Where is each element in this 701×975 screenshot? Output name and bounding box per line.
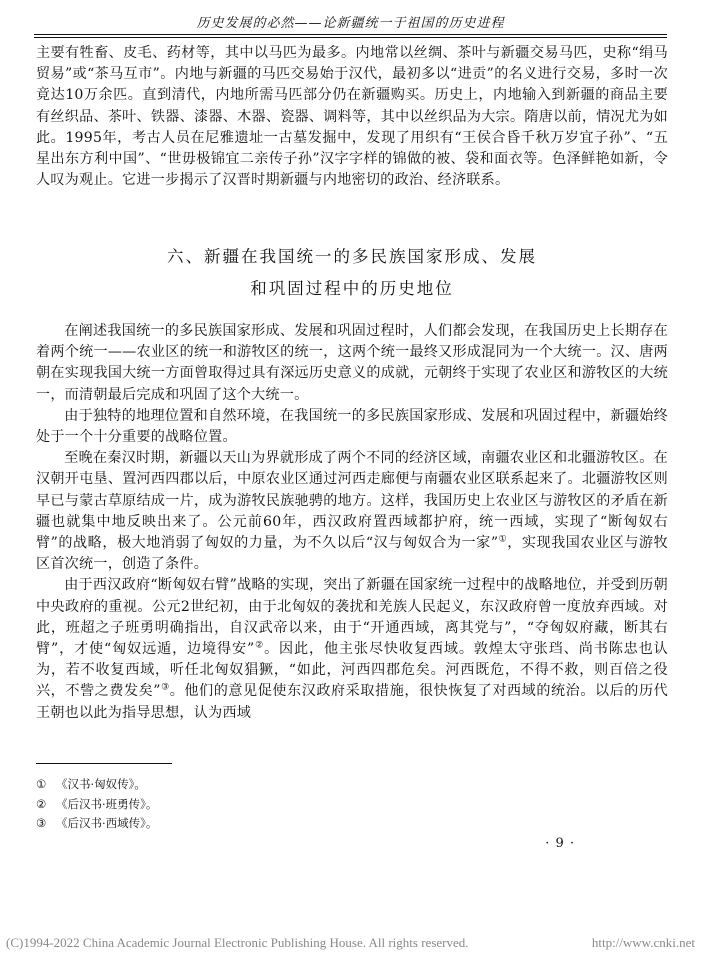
footnote-text: 《后汉书·西域传》。	[56, 816, 158, 830]
section-title-line-1: 六、新疆在我国统一的多民族国家形成、发展	[167, 247, 537, 266]
footnote-mark: ③	[36, 816, 47, 830]
footnote-3	[36, 814, 157, 834]
footnote-2	[36, 795, 157, 815]
paragraph-4	[36, 448, 668, 575]
footnote-1	[36, 775, 157, 795]
paragraph-5-text-c: 。他们的意见促使东汉政府采取措施，很快恢复了对西域的统治。以后的历代王朝也以此为指导思想，认为西域	[36, 683, 668, 721]
footnote-ref-2[interactable]: ②	[254, 640, 265, 651]
section-title-line-2: 和巩固过程中的历史地位	[250, 279, 454, 298]
paragraph-5	[36, 575, 668, 723]
running-header: 历史发展的必然——论新疆统一于祖国的历史进程	[196, 16, 505, 31]
paragraph-text: 主要有牲畜、皮毛、药材等，其中以马匹为最多。内地常以丝绸、茶叶与新疆交易马匹，史称“绢马贸易”或“茶马互市”。内地与新疆的马匹交易始于汉代，最初多以“进贡”的名义进行交易，多时一次竟达10万余匹。直到清代，内地所需马匹部分仍在新疆购买。历史上，内地输入到新疆的商品主要有丝织品、茶叶、铁器、漆器、木器、瓷器、调料等，其中以丝织品为大宗。隋唐以前，情况尤为如此。1995年，考古人员在尼雅遗址一古墓发掘中，发现了用织有“王侯合昏千秋万岁宜子孙”、“五星出东方利中国”、“世毋极锦宜二亲传子孙”汉字字样的锦做的被、袋和面衣等。色泽鲜艳如新，令人叹为观止。它进一步揭示了汉晋时期新疆与内地密切的政治、经济联系。	[36, 45, 668, 189]
footnote-rule	[36, 763, 172, 764]
footnote-text: 《汉书·匈奴传》。	[56, 777, 146, 791]
paragraph-4-text-b: ，实现我国农业区与游牧区首次统一，创造了条件。	[36, 535, 668, 573]
footnotes	[36, 775, 157, 834]
paragraph-3: 由于独特的地理位置和自然环境，在我国统一的多民族国家形成、发展和巩固过程中，新疆始终处于一个十分重要的战略位置。	[36, 407, 668, 446]
footnote-ref-1[interactable]: ①	[498, 534, 508, 545]
copyright-footer	[6, 935, 695, 951]
footnote-mark: ②	[36, 796, 47, 811]
copyright-notice: (C)1994-2022 China Academic Journal Electronic Publishing House. All rights reserved.	[6, 935, 469, 950]
paragraph-2: 在阐述我国统一的多民族国家形成、发展和巩固过程时，人们都会发现，在我国历史上长期存在着两个统一——农业区的统一和游牧区的统一，这两个统一最终又形成混同为一个大统一。汉、唐两朝在实现我国大统一方面曾取得过具有深远历史意义的成就，元朝终于实现了农业区和游牧区的大统一，而清朝最后完成和巩固了这个大统一。	[36, 323, 668, 403]
paragraph-5-text-a: 由于西汉政府“断匈奴右臂”战略的实现，突出了新疆在国家统一过程中的战略地位，并受到历朝中央政府的重视。公元2世纪初，由于北匈奴的袭扰和羌族人民起义，东汉政府曾一度放弃西域。对此，班超之子班勇明确指出，自汉武帝以来，由于“开通西域，离其党与”，“夺匈奴府藏，断其右臂”，才使“匈奴远遁，边境得安”	[36, 577, 668, 658]
paragraph-4-text-a: 至晚在秦汉时期，新疆以天山为界就形成了两个不同的经济区域，南疆农业区和北疆游牧区。在汉朝开屯垦、置河西四郡以后，中原农业区通过河西走廊便与南疆农业区联系起来了。北疆游牧区则早已与蒙古草原结成一片，成为游牧民族驰骋的地方。这样，我国历史上农业区与游牧区的矛盾在新疆也就集中地反映出来了。公元前60年，西汉政府置西域都护府，统一西域，实现了“断匈奴右臂”的战略，极大地消弱了匈奴的力量，为不久以后“汉与匈奴合为一家”	[36, 450, 668, 552]
footnote-text: 《后汉书·班勇传》。	[56, 796, 158, 811]
source-url[interactable]: http://www.cnki.net	[591, 935, 695, 950]
paragraph-5-text-b: 。因此，他主张尽快收复西域。敦煌太守张珰、尚书陈忠也认为，若不收复西域，听任北匈奴猖獗，“如此，河西四郡危矣。河西既危，不得不救，则百倍之役兴，不訾之费发矣”	[36, 641, 668, 700]
footnote-mark: ①	[36, 777, 47, 791]
section-body	[36, 321, 668, 724]
page-number: · 9 ·	[545, 836, 575, 851]
header-rule	[34, 34, 667, 38]
continued-paragraph	[36, 43, 668, 191]
footnote-ref-3[interactable]: ③	[160, 682, 170, 693]
